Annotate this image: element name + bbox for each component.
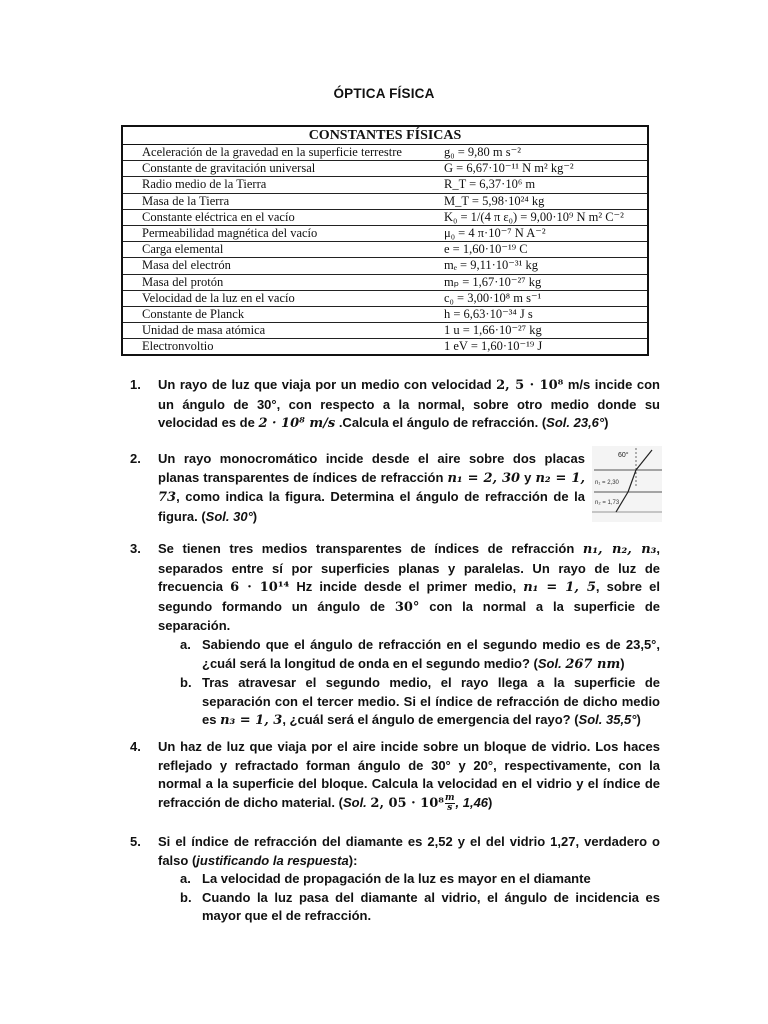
constants-table-body [122,145,648,356]
fraction [445,794,455,813]
constant-row [122,193,648,209]
text: Hz incide desde el primer medio, [289,579,524,595]
text: .Calcula el ángulo de refracción. ( [335,415,547,431]
question-number: 3. [130,541,141,556]
text: ) [488,794,493,810]
fraction-denominator: s [447,802,453,813]
math: n₂ = 1, 73 [158,470,585,506]
text: m/s incide con un ángulo de 30°, con respecto a la normal, sobre otro medio donde su velocidad es de [158,377,660,431]
question-number: 1. [130,377,141,392]
question-text [158,376,660,434]
constant-value: R_T = 6,37·10⁶ m [440,177,648,193]
constant-value: g₀ = 9,80 m s⁻² [440,145,648,161]
constant-value: M_T = 5,98·10²⁴ kg [440,193,648,209]
constant-row [122,177,648,193]
math: n₃ = 1, 3 [220,713,283,729]
constant-row [122,306,648,322]
constant-row [122,258,648,274]
math: 6 · 10¹⁴ [230,580,290,596]
constant-name: Constante de gravitación universal [122,161,440,177]
text: Se tienen tres medios transparentes de índices de refracción [158,541,583,556]
constant-value: c₀ = 3,00·10⁸ m s⁻¹ [440,290,648,306]
constant-name: Aceleración de la gravedad en la superficie terrestre [122,145,440,161]
text: ) [636,712,641,728]
constant-name: Unidad de masa atómica [122,323,440,339]
constant-name: Carga elemental [122,242,440,258]
constant-row [122,339,648,356]
text: ) [604,415,609,431]
text: ) [252,508,258,524]
question-text [158,450,585,526]
constant-value: h = 6,63·10⁻³⁴ J s [440,306,648,322]
solution: Sol. 30° [205,508,253,524]
text: con la normal a la superficie de separación. [158,598,661,634]
constant-value: K₀ = 1/(4 π ε₀) = 9,00·10⁹ N m² C⁻² [440,209,648,225]
constants-table-header: CONSTANTES FÍSICAS [122,126,648,145]
question-number: 5. [130,834,141,849]
sub-letter: b. [180,889,192,905]
text: , como indica la figura. Determina el ángulo de refracción de la figura. ( [158,489,585,524]
constant-name: Constante eléctrica en el vacío [122,209,440,225]
constant-row [122,161,648,177]
figure-n2-label: n₂ = 1,73 [595,500,620,506]
math: 267 nm [565,656,621,672]
constant-value: μ₀ = 4 π·10⁻⁷ N A⁻² [440,225,648,241]
text: y [520,469,536,485]
constant-row [122,242,648,258]
constant-row [122,209,648,225]
math: 2, 5 · 10⁸ [496,378,564,393]
refraction-figure [592,446,662,522]
constant-name: Constante de Planck [122,306,440,322]
solution: Sol. [342,794,371,810]
constant-name: Masa del electrón [122,258,440,274]
constant-value: G = 6,67·10⁻¹¹ N m² kg⁻² [440,161,648,177]
question-5b [180,889,660,926]
constant-name: Permeabilidad magnética del vacío [122,225,440,241]
sub-letter: b. [180,675,192,691]
math: 2, 05 · 10⁸ [370,795,444,811]
question-4 [130,738,660,813]
figure-angle-label: 60° [618,452,629,459]
text: Si el índice de refracción del diamante es 2,52 y el del vidrio 1,27, verdadero o falso ( [158,834,660,868]
constant-row [122,145,648,161]
constant-name: Electronvoltio [142,339,214,354]
constant-name: Radio medio de la Tierra [122,177,440,193]
solution: Sol. [537,655,566,671]
question-2 [130,450,585,526]
emphasis: justificando la respuesta [196,852,349,868]
constant-value: 1 eV = 1,60·10⁻¹⁹ J [444,339,543,354]
constant-value: mₑ = 9,11·10⁻³¹ kg [440,258,648,274]
constant-value: e = 1,60·10⁻¹⁹ C [440,242,648,258]
constant-value: mₚ = 1,67·10⁻²⁷ kg [440,274,648,290]
constant-name: Masa de la Tierra [122,193,440,209]
math: n₁, n₂, n₃ [582,542,657,557]
text: Sabiendo que el ángulo de refracción en el segundo medio es de 23,5°, ¿cuál será la longitud de onda en el segundo medio? ( [202,636,660,671]
math: n₁ = 1, 5 [523,580,596,596]
sub-letter: a. [180,636,191,652]
text: , ¿cuál será el ángulo de emergencia del rayo? ( [282,712,579,728]
math: n₁ = 2, 30 [447,470,521,486]
question-1 [130,376,660,434]
question-3b [180,674,660,731]
text: Tras atravesar el segundo medio, el rayo llega a la superficie de separación con el tercer medio. Si el índice de refracción de dicho medio es [202,675,660,728]
question-number: 2. [130,451,141,466]
math: 30° [394,599,420,615]
constant-name: Masa del protón [122,274,440,290]
question-text [158,540,660,636]
constant-row [122,274,648,290]
question-5 [130,833,660,926]
constant-row [122,323,648,339]
text: ) [620,655,625,671]
question-number: 4. [130,739,141,754]
text: , separados entre sí por superficies planas y paralelas. Un rayo de luz de frecuencia [158,541,661,595]
constant-row [122,225,648,241]
text: , sobre el segundo formando un ángulo de [158,579,660,614]
text: Un rayo monocromático incide desde el aire sobre dos placas planas transparentes de índices de refracción [158,451,585,485]
constant-row [122,290,648,306]
text: Un rayo de luz que viaja por un medio con velocidad [158,377,497,392]
constants-table [121,125,649,356]
figure-n1-label: n₁ = 2,30 [595,480,619,486]
math: 2 · 10⁸ m/s [258,416,336,432]
question-5a [180,870,660,889]
question-3a [180,636,660,674]
text: Cuando la luz pasa del diamante al vidrio, el ángulo de incidencia es mayor que el de refracción. [202,889,660,924]
page-title: ÓPTICA FÍSICA [333,86,435,101]
text: La velocidad de propagación de la luz es mayor en el diamante [202,871,591,887]
solution: Sol. 23,6° [546,415,605,431]
constant-name: Velocidad de la luz en el vacío [122,290,440,306]
solution: , 1,46 [455,794,489,810]
text: Un haz de luz que viaja por el aire incide sobre un bloque de vidrio. Los haces reflejado y refractado forman ángulo de 30° y 20°, respectivamente, con la normal a la superficie del bloque. Calcula la velocidad en el vidrio y el índice de refracción de dicho material. ( [158,739,660,810]
solution: Sol. 35,5° [578,712,637,728]
question-text [158,833,660,870]
fraction-numerator: m [444,792,455,803]
question-text [158,738,660,813]
sub-letter: a. [180,871,191,887]
constant-value: 1 u = 1,66·10⁻²⁷ kg [440,323,648,339]
question-3 [130,540,660,731]
text: ): [348,852,358,868]
